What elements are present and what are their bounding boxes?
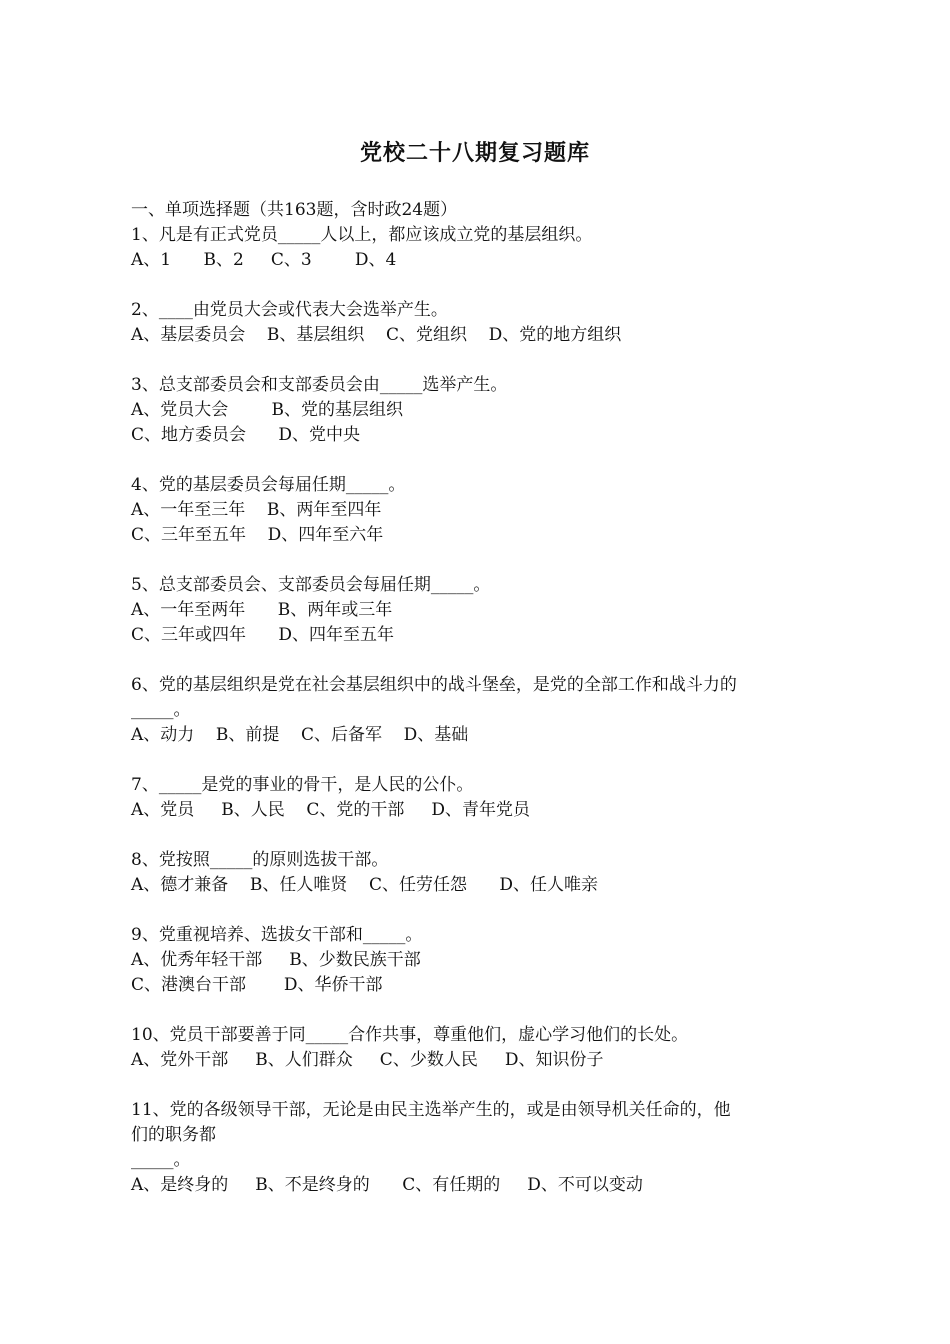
question-options: A、德才兼备 B、任人唯贤 C、任劳任怨 D、任人唯亲: [131, 875, 599, 895]
question-stem: 10、党员干部要善于同_____合作共事，尊重他们，虚心学习他们的长处。: [131, 1025, 689, 1045]
question-options: A、动力 B、前提 C、后备军 D、基础: [131, 725, 469, 745]
question-options: A、一年至两年 B、两年或三年: [131, 600, 393, 620]
question-options: C、三年或四年 D、四年至五年: [131, 625, 395, 645]
question-stem: 6、党的基层组织是党在社会基层组织中的战斗堡垒，是党的全部工作和战斗力的: [131, 675, 737, 695]
question-options: C、三年至五年 D、四年至六年: [131, 525, 384, 545]
question-stem: 9、党重视培养、选拔女干部和_____。: [131, 925, 423, 945]
question-stem-continuation: _____。: [131, 700, 191, 720]
question-stem: 5、总支部委员会、支部委员会每届任期_____。: [131, 575, 491, 595]
question-options: A、基层委员会 B、基层组织 C、党组织 D、党的地方组织: [131, 325, 622, 345]
question-options: A、党外干部 B、人们群众 C、少数人民 D、知识份子: [131, 1050, 604, 1070]
question-options: C、港澳台干部 D、华侨干部: [131, 975, 383, 995]
question-options: A、党员大会 B、党的基层组织: [131, 400, 403, 420]
question-stem: 2、____由党员大会或代表大会选举产生。: [131, 300, 448, 320]
question-stem: 7、_____是党的事业的骨干，是人民的公仆。: [131, 775, 474, 795]
question-stem-continuation: _____。: [131, 1150, 191, 1170]
question-options: A、一年至三年 B、两年至四年: [131, 500, 382, 520]
question-stem: 1、凡是有正式党员_____人以上，都应该成立党的基层组织。: [131, 225, 593, 245]
document-title: 党校二十八期复习题库: [359, 141, 590, 166]
question-options: A、是终身的 B、不是终身的 C、有任期的 D、不可以变动: [131, 1175, 643, 1195]
question-options: A、优秀年轻干部 B、少数民族干部: [131, 950, 421, 970]
question-stem: 11、党的各级领导干部，无论是由民主选举产生的，或是由领导机关任命的，他: [131, 1100, 731, 1120]
question-stem: 3、总支部委员会和支部委员会由_____选举产生。: [131, 375, 508, 395]
question-stem: 4、党的基层委员会每届任期_____。: [131, 475, 406, 495]
question-options: A、党员 B、人民 C、党的干部 D、青年党员: [131, 800, 531, 820]
question-options: A、1 B、2 C、3 D、4: [131, 250, 397, 270]
section-heading: 一、单项选择题（共163题，含时政24题）: [131, 200, 458, 220]
question-options: C、地方委员会 D、党中央: [131, 425, 361, 445]
question-stem: 8、党按照_____的原则选拔干部。: [131, 850, 389, 870]
question-list: [131, 198, 821, 1198]
question-stem-continuation: 们的职务都: [131, 1125, 216, 1145]
